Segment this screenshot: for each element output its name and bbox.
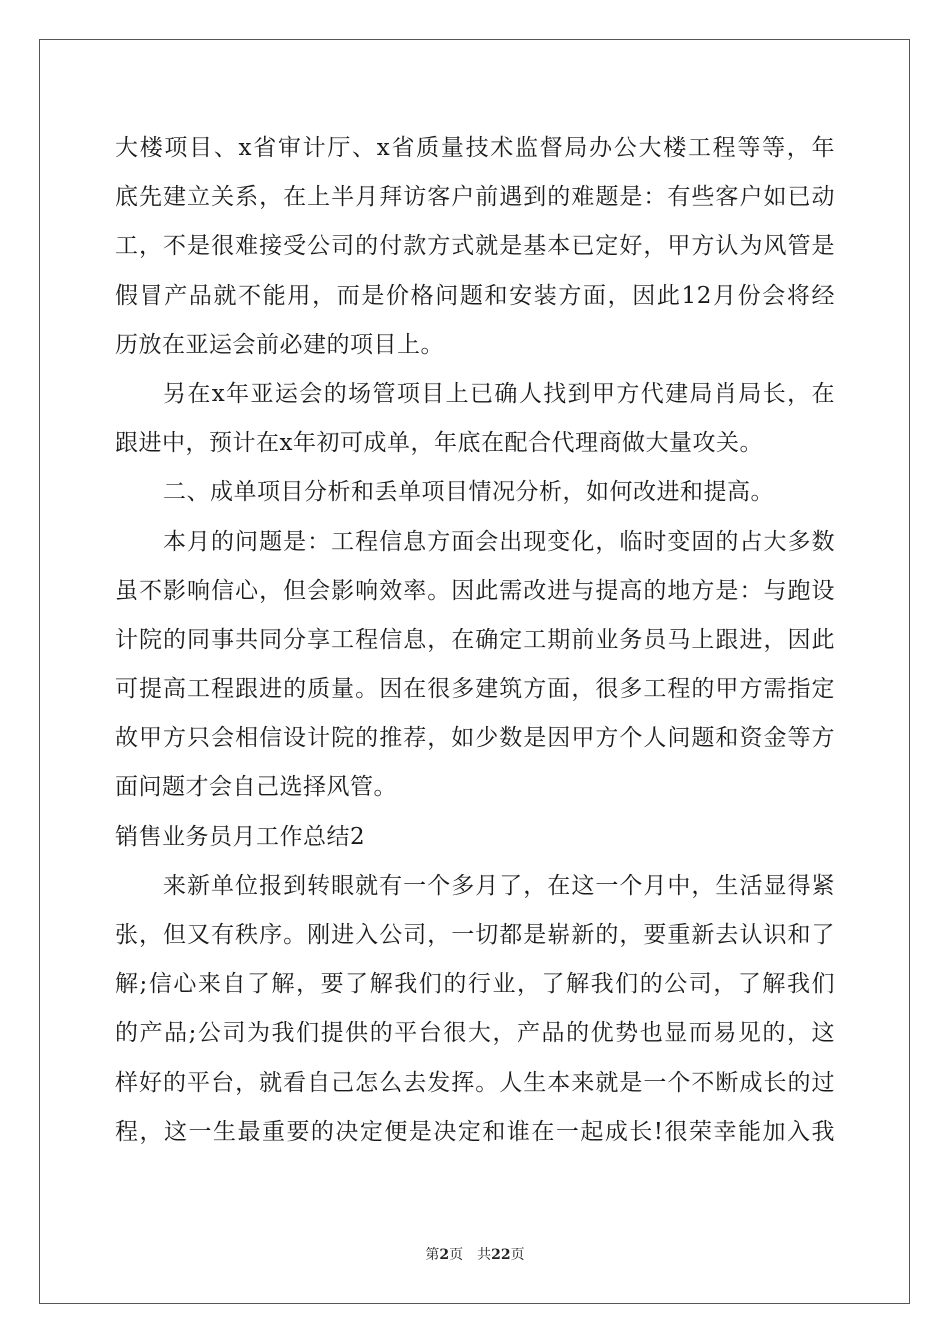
text-line: 另在x年亚运会的场管项目上已确人找到甲方代建局肖局长，在 (163, 380, 835, 407)
text-line: 工，不是很难接受公司的付款方式就是基本已定好，甲方认为风管是 (115, 233, 835, 260)
text-line: 的产品;公司为我们提供的平台很大，产品的优势也显而易见的，这 (115, 1020, 835, 1047)
section-heading: 二、成单项目分析和丢单项目情况分析，如何改进和提高。 (163, 479, 774, 506)
text-line: 程，这一生最重要的决定便是决定和谁在一起成长!很荣幸能加入我 (115, 1118, 835, 1145)
text-line: 样好的平台，就看自己怎么去发挥。人生本来就是一个不断成长的过 (115, 1069, 835, 1096)
text-line: 来新单位报到转眼就有一个多月了，在这一个月中，生活显得紧 (163, 872, 835, 899)
text-line: 面问题才会自己选择风管。 (115, 774, 397, 801)
document-title: 销售业务员月工作总结2 (115, 823, 366, 850)
page-footer (0, 1244, 950, 1264)
text-line: 可提高工程跟进的质量。因在很多建筑方面，很多工程的甲方需指定 (115, 676, 835, 703)
page-prefix: 第 (425, 1247, 440, 1263)
text-line: 大楼项目、x省审计厅、x省质量技术监督局办公大楼工程等等，年 (115, 135, 835, 161)
page-suffix: 页 (449, 1247, 464, 1263)
text-line: 故甲方只会相信设计院的推荐，如少数是因甲方个人问题和资金等方 (115, 725, 835, 752)
text-line: 虽不影响信心，但会影响效率。因此需改进与提高的地方是：与跑设 (115, 577, 835, 604)
total-prefix: 共 (477, 1247, 492, 1263)
text-line: 计院的同事共同分享工程信息，在确定工期前业务员马上跟进，因此 (115, 626, 835, 653)
text-line: 张，但又有秩序。刚进入公司，一切都是崭新的，要重新去认识和了 (115, 922, 835, 948)
text-line: 解;信心来自了解，要了解我们的行业，了解我们的公司，了解我们 (115, 971, 835, 998)
page-current: 2 (439, 1247, 450, 1263)
total-suffix: 页 (510, 1247, 525, 1263)
text-line: 底先建立关系，在上半月拜访客户前遇到的难题是：有些客户如已动 (115, 184, 835, 211)
text-line: 历放在亚运会前必建的项目上。 (115, 331, 444, 358)
document-body (115, 124, 835, 1157)
text-line: 本月的问题是：工程信息方面会出现变化，临时变固的占大多数 (163, 528, 835, 555)
text-line: 假冒产品就不能用，而是价格问题和安装方面，因此12月份会将经 (115, 282, 835, 309)
text-line: 跟进中，预计在x年初可成单，年底在配合代理商做大量攻关。 (115, 430, 763, 457)
total-pages: 22 (491, 1247, 511, 1263)
